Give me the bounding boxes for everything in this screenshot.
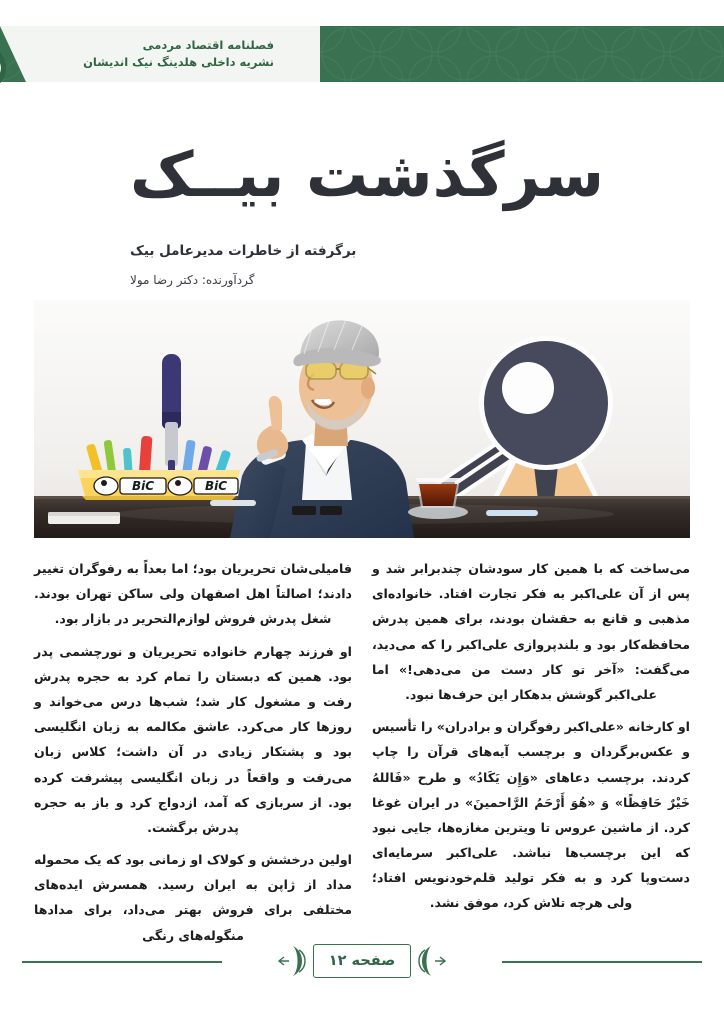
page-number-label: صفحه ۱۲ (328, 953, 396, 969)
arrow-right-icon (433, 953, 449, 969)
paragraph: او فرزند چهارم خانواده تحریریان و نورچشمی پدر بود. همین که دبستان را تمام کرد به حجره پدرش رفت و مشغول کار شد؛ شب‌ها درس می‌خواند و روزها کار می‌کرد. عاشق مکالمه به زبان انگلیسی بود و پشتکار زیادی در آن داشت؛ کلاس زبان می‌رفت و واقعاً در زبان انگلیسی پیشرفت کرده بود. از سربازی که آمد، ازدواج کرد و باز به حجره پدرش برگشت. (34, 643, 352, 835)
page-footer (0, 940, 724, 982)
footer-rule-left (22, 961, 222, 963)
publication-frequency-title: فصلنامه اقتصاد مردمی (142, 38, 274, 53)
svg-text:BiC: BiC (204, 479, 228, 493)
title-block (130, 140, 690, 287)
masthead-title-group (24, 26, 274, 82)
hero-photo (34, 300, 690, 538)
svg-text:BiC: BiC (131, 479, 155, 493)
article-column-right (34, 556, 352, 942)
article-column-left (372, 556, 690, 942)
page-title: سرگذشت بیــک (130, 138, 605, 211)
ornament-diamond-icon (411, 944, 433, 978)
page-number-badge (313, 944, 411, 978)
article-body (34, 556, 690, 942)
masthead (0, 26, 724, 82)
footer-rule-right (502, 961, 702, 963)
publication-subtitle: نشریه داخلی هلدینگ نیک اندیشان (83, 54, 274, 69)
paragraph: او کارخانه «علی‌اکبر رفوگران و برادران» را تأسیس و عکس‌برگردان و برچسب آیه‌های قرآن را چاپ کردند. برچسب دعاهای «وَإِن یَکَادُ» و طرح «فَاللهُ خَیْرٌ حَافِظًا» وَ «هُوَ أَرْحَمُ الرَّاحمینَ» در ایران غوغا کرد. از ماشین عروس تا ویترین مغازه‌ها، جایی نبود که این برچسب‌ها نباشد. علی‌اکبر سرمایه‌ای دست‌وپا کرد و به فکر تولید قلم‌خودنویس افتاد؛ ولی هرچه تلاش کرد، موفق نشد. (372, 719, 690, 911)
hero-illustration (34, 300, 690, 538)
ornamental-door-knocker-icon (0, 10, 12, 98)
paragraph: فامیلی‌شان تحریریان بود؛ اما بعداً به رفوگران تغییر دادند؛ اصالتاً اهل اصفهان ولی ساکن تهران بودند. شغل پدرش فروش لوازم‌التحریر در بازار بود. (34, 561, 352, 627)
arrow-left-icon (275, 953, 291, 969)
paragraph: اولین درخشش و کولاک او زمانی بود که یک محموله مداد از ژاپن به ایران رسید. همسرش ایده‌های مختلفی برای فروش بهتر می‌داد، برای مدادها منگوله‌های رنگی (34, 852, 352, 943)
article-kicker: برگرفته از خاطرات مدیرعامل بیک (130, 243, 357, 260)
paragraph: می‌ساخت که با همین کار سودشان چندبرابر شد و پس از آن علی‌اکبر به فکر تجارت افتاد. خانواده‌ای مذهبی و قانع به حقشان بودند، برای همین پدرش محافظه‌کار بود و بلندپروازی علی‌اکبر را که می‌دید، می‌گفت: «آخر تو کار دست من می‌دهی!» اما علی‌اکبر گوشش بدهکار این حرف‌ها نبود. (372, 561, 690, 702)
article-byline: گردآورنده: دکتر رضا مولا (130, 273, 255, 288)
ornament-diamond-icon (291, 944, 313, 978)
